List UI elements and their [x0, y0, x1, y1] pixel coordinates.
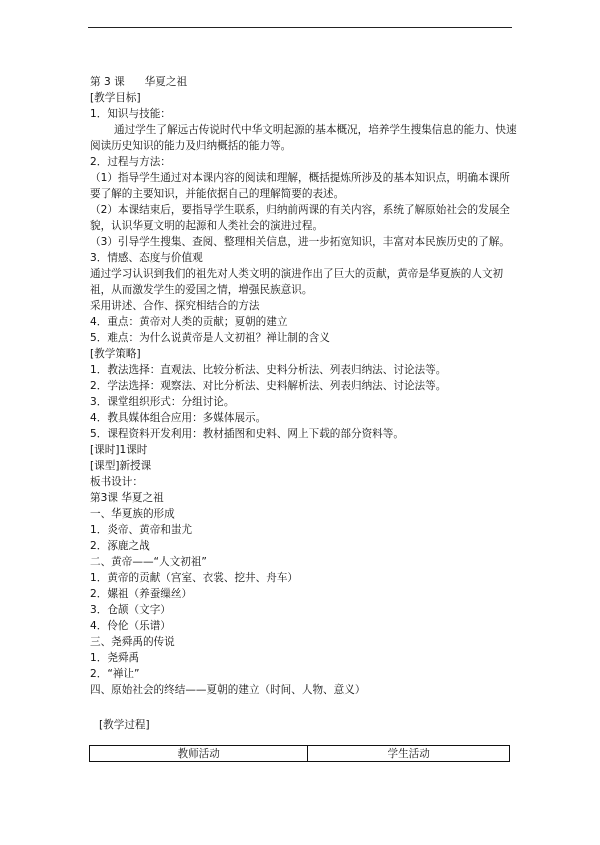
emotion-line-2: 祖，从而激发学生的爱国之情，增强民族意识。: [90, 284, 313, 296]
board-section-2-item-3: 3．仓颉（文字）: [90, 604, 171, 616]
process-item-2-line-1: （2）本课结束后，要指导学生联系，归纳前两课的有关内容，系统了解原始社会的发展全: [90, 204, 510, 216]
board-section-1-item-1: 1．炎帝、黄帝和蚩尤: [90, 524, 193, 536]
board-section-3: 三、尧舜禹的传说: [90, 636, 175, 648]
knowledge-title: 1．知识与技能：: [90, 108, 171, 120]
goals-heading: [教学目标]: [90, 92, 141, 104]
strategy-item-2: 2．学法选择：观察法、对比分析法、史料解析法、列表归纳法、讨论法等。: [90, 380, 447, 392]
strategy-item-4: 4．教具媒体组合应用：多媒体展示。: [90, 412, 267, 424]
process-item-1-line-2: 要了解的主要知识，并能依据自己的理解简要的表述。: [90, 188, 345, 200]
board-title: 第3课 华夏之祖: [90, 492, 164, 504]
board-section-3-item-1: 1．尧舜禹: [90, 652, 140, 664]
board-section-1: 一、华夏族的形成: [90, 508, 175, 520]
board-section-1-item-2: 2．涿鹿之战: [90, 540, 150, 552]
method-line: 采用讲述、合作、探究相结合的方法: [90, 300, 260, 312]
lesson-title: [90, 76, 187, 89]
board-design-label: 板书设计：: [90, 476, 143, 488]
top-rule: [88, 27, 512, 28]
process-table: [89, 745, 510, 762]
strategy-item-3: 3．课堂组织形式：分组讨论。: [90, 396, 235, 408]
board-section-3-item-2: 2．“禅让”: [90, 668, 140, 680]
class-hours: [课时]1课时: [90, 444, 148, 456]
board-section-2: 二、黄帝——“人文初祖”: [90, 556, 207, 568]
emotion-line-1: 通过学习认识到我们的祖先对人类文明的演进作出了巨大的贡献，黄帝是华夏族的人文初: [90, 268, 504, 280]
board-section-2-item-4: 4．伶伦（乐谱）: [90, 620, 171, 632]
knowledge-line-2: 阅读历史知识的能力及归纳概括的能力等。: [90, 140, 292, 152]
student-activity-header: 学生活动: [308, 746, 510, 762]
process-item-1-line-1: （1）指导学生通过对本课内容的阅读和理解，概括提炼所涉及的基本知识点，明确本课所: [90, 172, 510, 184]
emotion-title: 3．情感、态度与价值观: [90, 252, 203, 264]
process-item-3: （3）引导学生搜集、查阅、整理相关信息，进一步拓宽知识，丰富对本民族历史的了解。: [90, 236, 510, 248]
class-type: [课型]新授课: [90, 460, 152, 472]
board-section-4: 四、原始社会的终结——夏朝的建立（时间、人物、意义）: [90, 684, 366, 696]
table-row: [90, 746, 510, 762]
strategy-item-1: 1．教法选择：直观法、比较分析法、史料分析法、列表归纳法、讨论法等。: [90, 364, 447, 376]
teacher-activity-header: 教师活动: [90, 746, 308, 762]
strategy-heading: [教学策略]: [90, 348, 141, 360]
key-point: 4．重点：黄帝对人类的贡献；夏朝的建立: [90, 316, 288, 328]
process-item-2-line-2: 貌，认识华夏文明的起源和人类社会的演进过程。: [90, 220, 324, 232]
board-section-2-item-1: 1．黄帝的贡献（宫室、衣裳、挖井、舟车）: [90, 572, 299, 584]
lesson-number: 第 3 课: [90, 76, 125, 88]
strategy-item-5: 5．课程资料开发利用：教材插图和史料、网上下载的部分资料等。: [90, 428, 404, 440]
process-heading: [教学过程]: [99, 719, 150, 731]
lesson-name: 华夏之祖: [144, 76, 188, 88]
process-method-title: 2．过程与方法：: [90, 156, 171, 168]
board-section-2-item-2: 2．嫘祖（养蚕缫丝）: [90, 588, 193, 600]
difficult-point: 5．难点：为什么说黄帝是人文初祖？禅让制的含义: [90, 332, 330, 344]
knowledge-line-1: 通过学生了解远古传说时代中华文明起源的基本概况，培养学生搜集信息的能力、快速: [114, 124, 517, 136]
